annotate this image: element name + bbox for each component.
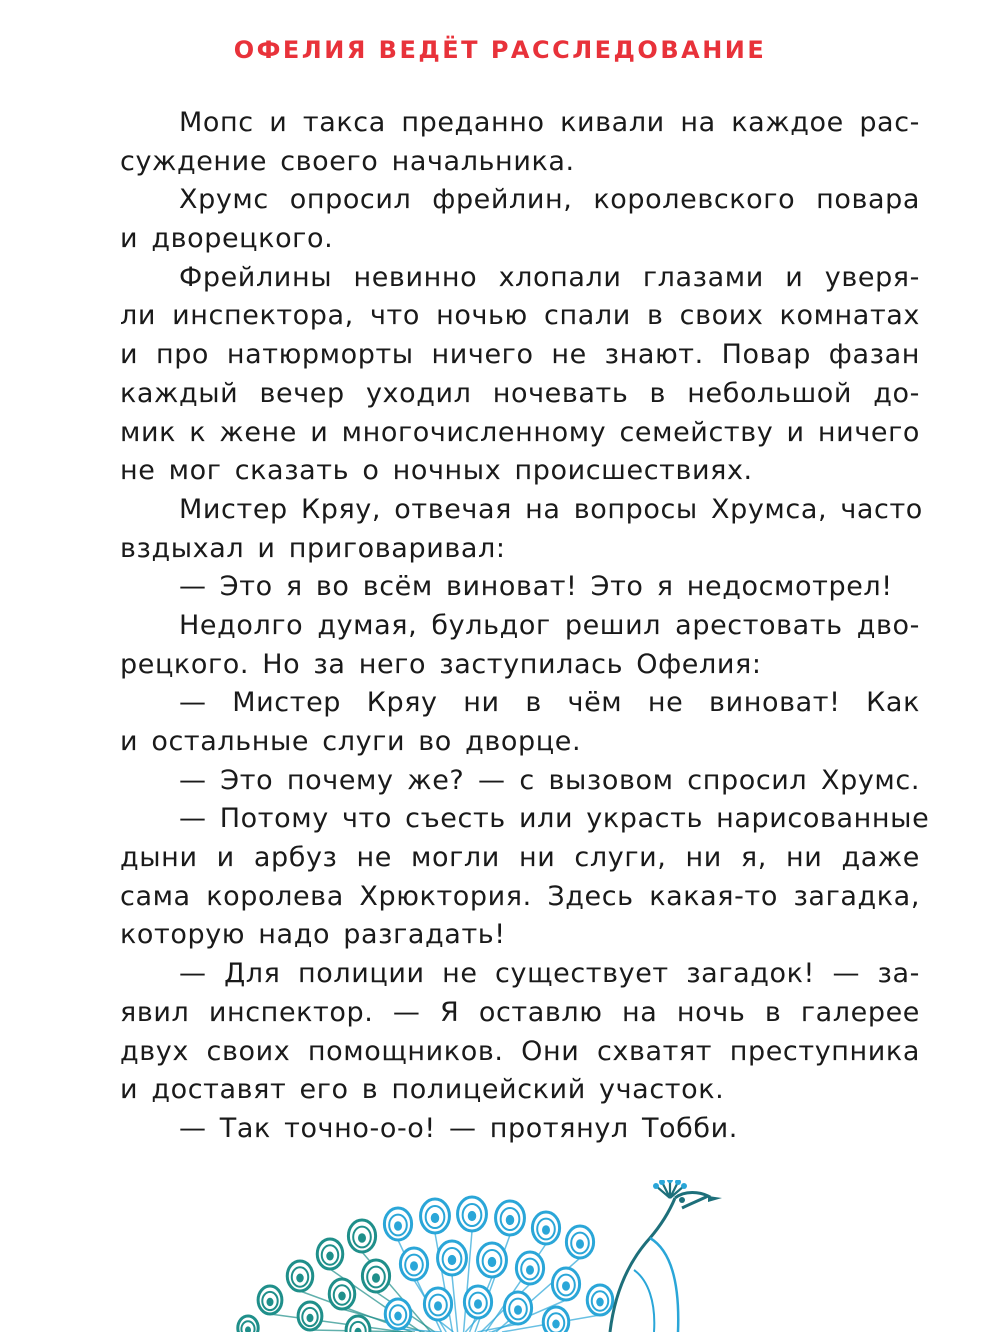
text-line: — Это я во всём виноват! Это я недосмотрел! (179, 571, 893, 603)
text-line: мик к жене и многочисленному семейству и ничего (120, 416, 920, 448)
peacock-tail-feathers (238, 1197, 613, 1332)
text-line: и остальные слуги во дворце. (120, 726, 582, 757)
text-line: вздыхал и приговаривал: (120, 532, 506, 564)
text-line: Недолго думая, бульдог решил арестовать дво- (179, 609, 920, 641)
text-line: Мопс и такса преданно кивали на каждое рас- (179, 107, 920, 138)
text-line: и доставят его в полицейский участок. (120, 1074, 725, 1106)
text-line: суждение своего начальника. (120, 145, 575, 177)
text-line: двух своих помощников. Они схватят преступника (120, 1035, 920, 1067)
text-line: явил инспектор. — Я оставлю на ночь в галерее (120, 996, 920, 1028)
text-line: и про натюрморты ничего не знают. Повар фазан (120, 339, 920, 371)
text-line: — Это почему же? — с вызовом спросил Хрумс. (179, 764, 920, 796)
body-text (120, 104, 930, 1149)
text-line: дыни и арбуз не могли ни слуги, ни я, ни даже (120, 842, 920, 874)
text-line: Хрумс опросил фрейлин, королевского повара (179, 184, 920, 216)
peacock-illustration (230, 1180, 790, 1332)
text-line: — Для полиции не существует загадок! — за- (179, 958, 920, 990)
peacock-body (610, 1180, 722, 1332)
text-line: рецкого. Но за него заступилась Офелия: (120, 648, 762, 680)
text-line: Фрейлины невинно хлопали глазами и уверя- (179, 261, 920, 293)
text-line: не мог сказать о ночных происшествиях. (120, 455, 753, 487)
text-line: — Потому что съесть или украсть нарисованные (179, 803, 930, 835)
text-line: Мистер Кряу, отвечая на вопросы Хрумса, часто (179, 493, 923, 525)
text-line: и дворецкого. (120, 223, 334, 255)
text-line: ли инспектора, что ночью спали в своих комнатах (120, 300, 920, 332)
chapter-title: ОФЕЛИЯ ВЕДЁТ РАССЛЕДОВАНИЕ (233, 36, 767, 64)
text-line: которую надо разгадать! (120, 919, 506, 951)
text-line: — Мистер Кряу ни в чём не виноват! Как (179, 687, 920, 719)
text-line: сама королева Хрюктория. Здесь какая-то загадка, (120, 880, 920, 912)
text-line: — Так точно-о-о! — протянул Тобби. (179, 1112, 738, 1144)
text-line: каждый вечер уходил ночевать в небольшой до- (120, 377, 920, 409)
